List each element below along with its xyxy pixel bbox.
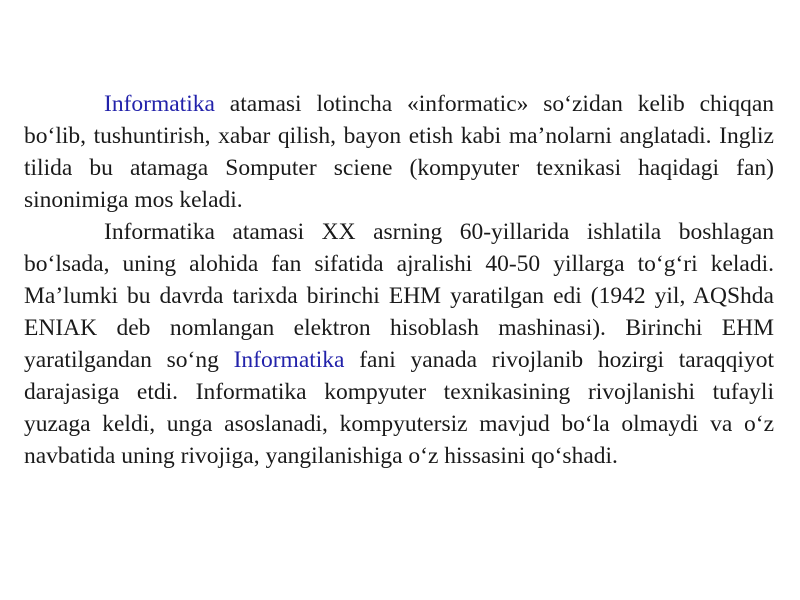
document-body bbox=[24, 88, 774, 472]
paragraph-1 bbox=[24, 88, 774, 216]
paragraph-text: fani yanada rivojlanib hozirgi taraqqiyot darajasiga etdi. Informatika kompyuter texnikasining rivojlanishi tufayli yuzaga keldi, unga asoslanadi, kompyutersiz mavjud bo‘la olmaydi va o‘z navbatida uning rivojiga, yangilanishiga o‘z hissasini qo‘shadi. bbox=[24, 347, 774, 469]
highlighted-term: Informatika bbox=[233, 347, 345, 373]
paragraph-2 bbox=[24, 216, 774, 472]
paragraph-text: atamasi lotincha «informatic» so‘zidan kelib chiqqan bo‘lib, tushuntirish, xabar qilish, bayon etish kabi ma’nolarni anglatadi. Ingliz tilida bu atamaga Somputer sciene (kompyuter texnikasi haqidagi fan) sinonimiga mos keladi. bbox=[24, 91, 774, 213]
paragraph-text: Informatika atamasi XX asrning 60-yillarida ishlatila boshlagan bo‘lsada, uning alohida fan sifatida ajralishi 40-50 yillarga to‘g‘ri keladi. Ma’lumki bu davrda tarixda birinchi EHM yaratilgan edi (1942 yil, AQShda ENIAK deb nomlangan elektron hisoblash mashinasi). Birinchi EHM yaratilgandan so‘ng bbox=[24, 219, 774, 373]
highlighted-term: Informatika bbox=[104, 91, 215, 117]
